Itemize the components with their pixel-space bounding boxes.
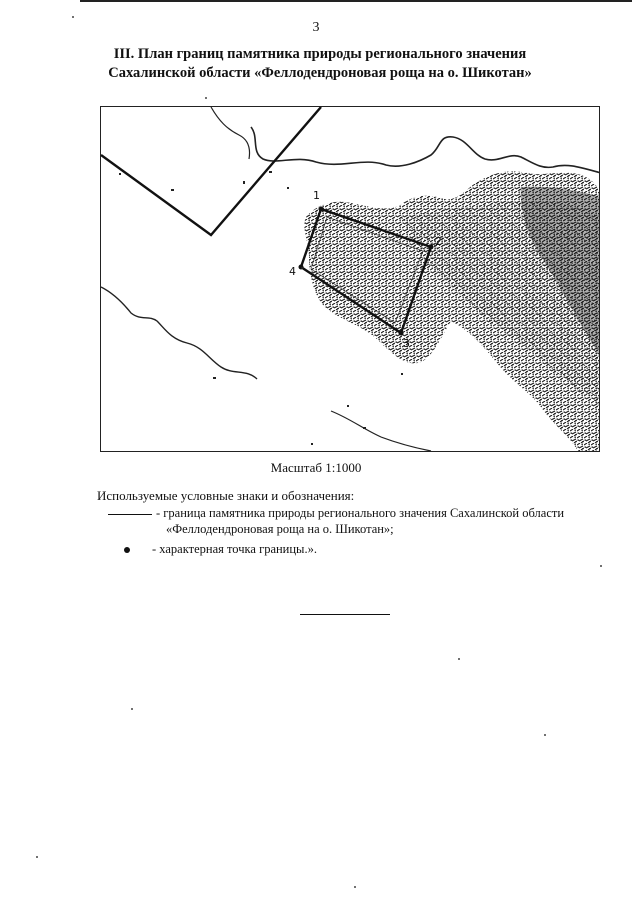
boundary-point-label-3: 3 [403, 337, 410, 350]
boundary-point-3 [399, 331, 404, 336]
page-title-line-2: Сахалинской области «Феллодендроновая роща на о. Шикотан» [108, 65, 532, 81]
legend-item-boundary-line [108, 505, 588, 537]
boundary-map [100, 106, 600, 452]
legend-item-boundary-point [124, 541, 317, 557]
scan-speck [458, 658, 460, 660]
coastline-northwest [211, 107, 250, 159]
boundary-point-1 [319, 207, 324, 212]
map-scale: Масштаб 1:1000 [270, 460, 362, 475]
boundary-point-label-2: 2 [435, 235, 442, 248]
scan-speck [205, 97, 207, 99]
legend-line-text-2: «Феллодендроновая роща на о. Шикотан»; [166, 522, 394, 536]
legend-line-swatch [108, 514, 152, 515]
top-rule [80, 0, 632, 2]
scan-speck [544, 734, 546, 736]
page-title-line-1: III. План границ памятника природы регионального значения [113, 46, 527, 62]
boundary-map-drawing [101, 107, 600, 452]
adjacent-boundary-line [101, 107, 321, 235]
legend-line-text-1: - граница памятника природы регионального значения Сахалинской области [156, 506, 565, 520]
legend-point-swatch [124, 547, 130, 553]
boundary-point-label-1: 1 [313, 189, 320, 202]
closing-rule [300, 614, 390, 615]
scan-speck [354, 886, 356, 888]
legend-title: Используемые условные знаки и обозначения: [97, 488, 355, 503]
legend-point-text: - характерная точка границы.». [152, 542, 317, 556]
coastline-southwest [101, 287, 257, 379]
boundary-point-label-4: 4 [289, 265, 296, 278]
scan-speck [600, 565, 602, 567]
boundary-point-2 [429, 245, 434, 250]
scan-speck [72, 16, 74, 18]
scan-speck [131, 708, 133, 710]
scan-speck [36, 856, 38, 858]
coastline-north [251, 127, 600, 173]
coastline-south [331, 411, 431, 451]
page-title [40, 45, 600, 83]
page-number: 3 [312, 20, 320, 35]
